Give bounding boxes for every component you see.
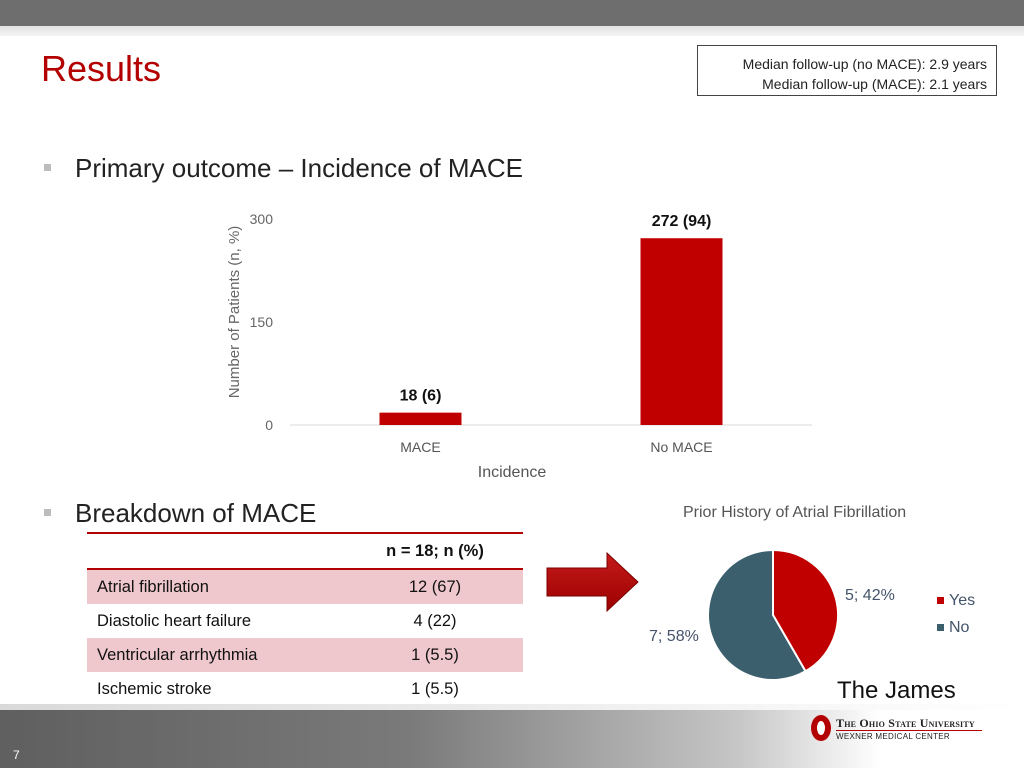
table-row [87, 672, 523, 707]
mace-breakdown-table [87, 532, 523, 708]
table-header-n: n = 18; n (%) [347, 533, 523, 569]
bar-data-label: 272 (94) [651, 213, 712, 231]
table-cell-count: 1 (5.5) [347, 638, 523, 672]
atrial-fibrillation-pie-chart [703, 545, 843, 685]
x-axis-label: Incidence [477, 464, 547, 480]
y-tick-label: 0 [265, 417, 273, 433]
table-cell-event: Ventricular arrhythmia [87, 638, 347, 672]
mace-incidence-bar-chart [215, 200, 835, 480]
table-cell-count: 4 (22) [413, 611, 457, 630]
bar-data-label: 18 (6) [399, 387, 442, 405]
table-cell-count: 1 (5.5) [347, 672, 523, 707]
pie-label-no: 7; 58% [649, 628, 699, 645]
bar-mace [380, 413, 462, 425]
table-cell-event: Atrial fibrillation [87, 569, 347, 604]
legend-label: Yes [949, 592, 976, 609]
slide-title: Results [41, 48, 162, 89]
top-banner [0, 0, 1024, 26]
university-rule [836, 730, 982, 731]
pie-label-yes: 5; 42% [845, 587, 895, 604]
primary-outcome-heading: Primary outcome – Incidence of MACE [75, 153, 523, 183]
legend-swatch-yes [937, 597, 944, 604]
legend-label: No [949, 619, 970, 636]
y-axis-label: Number of Patients (n, %) [226, 225, 243, 399]
followup-box [697, 45, 997, 96]
followup-no-mace: Median follow-up (no MACE): 2.9 years [742, 56, 987, 72]
table-cell-count: 12 (67) [347, 569, 523, 604]
legend-item-no [937, 619, 969, 637]
x-tick-label: No MACE [650, 439, 713, 455]
table-header-blank [87, 533, 347, 569]
table-row [87, 638, 523, 672]
x-tick-label: MACE [400, 439, 441, 455]
table-cell-event: Ischemic stroke [87, 672, 347, 707]
block-o-logo-icon [810, 714, 832, 742]
table-header-row [87, 533, 523, 569]
medical-center-name: WEXNER MEDICAL CENTER [836, 732, 951, 741]
table-cell-event: Diastolic heart failure [97, 611, 252, 630]
bullet-icon [44, 164, 51, 171]
university-name: The Ohio State University [836, 716, 975, 730]
bullet-icon [44, 509, 51, 516]
breakdown-heading: Breakdown of MACE [75, 498, 317, 528]
legend-item-yes [937, 592, 975, 610]
pie-chart-title: Prior History of Atrial Fibrillation [683, 504, 907, 521]
right-arrow-icon [545, 551, 641, 613]
table-row [87, 569, 523, 604]
y-tick-label: 150 [249, 314, 273, 330]
y-tick-label: 300 [249, 211, 273, 227]
page-number: 7 [13, 748, 20, 762]
followup-mace: Median follow-up (MACE): 2.1 years [762, 76, 987, 92]
table-row [87, 604, 523, 638]
top-banner-shadow [0, 26, 1024, 36]
legend-swatch-no [937, 624, 944, 631]
the-james-logo-text: The James [837, 677, 956, 704]
bar-no-mace [641, 238, 723, 425]
